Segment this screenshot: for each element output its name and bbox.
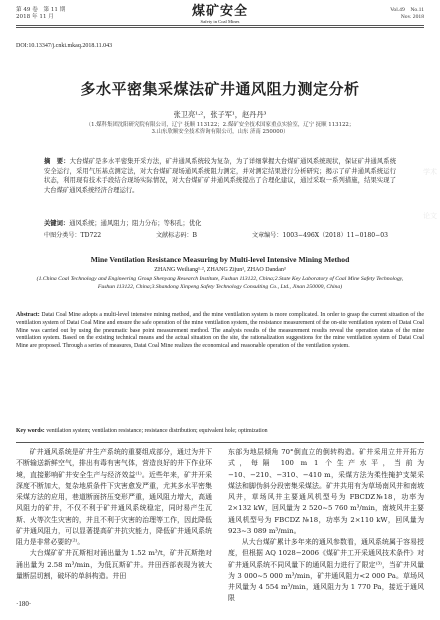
- affiliation-line: 3.山东欣顺安全技术咨询有限公司，山东 济南 250000）: [151, 129, 289, 136]
- header-rule-thin: [16, 27, 424, 28]
- body-paragraph: 东部为地层倾角 70°倒直立的倒转构造。矿井采用立井开拓方式，每隔 100 m 1 个生产水平，当前为−10、−210、−310、−410 m，采煤方法为柔性掩护支架采煤法和脚伪斜分段密集采煤法。矿井共用有为草场南风井和南坡风井，草场风井主要通风机型号为 FBCDZ№18，功率为 2×132 kW，回风量为 2 520~5 760 m³/min，南坡风井主要通风机型号为 FBCDZ №18，功率为 2×110 kW，回风量为 923~3 089 m³/min。: [228, 448, 424, 535]
- body-paragraph: 大台煤矿矿井瓦斯相对涌出量为 1.52 m³/t，矿井瓦斯绝对涌出量为 2.58 m³/min，为低瓦斯矿井。井田西部表现为被大量断层切割，破坏的单斜构造。井田: [16, 549, 212, 580]
- keywords-cn-text: 通风系统；通风阻力；阻力分布；等积孔；优化: [69, 220, 202, 227]
- keywords-cn: [44, 220, 396, 228]
- authors-cn: 张卫亮¹·²，张子军¹，赵丹丹³: [173, 110, 267, 119]
- english-affiliation: (1.China Coal Technology and Engineering Group Shenyang Research Institute, Fushun 113122, China;2.State Key Laboratory of Coal Mine Safety Technology, Fushun 113122, China;3.Shandong Xinpeng Safety Technology Consulting Co., Ltd., Jinan 250000, China): [36, 276, 404, 290]
- body-paragraph: 从大台煤矿累计多年来的通风参数看，通风系统属于容易授度，但根据 AQ 1028−2006《煤矿井工开采通风技术条件》对矿井通风系统不同风量下的通风阻力进行了限定⁽³⁾，当矿井风量为 3 000~5 000 m³/min，矿井通风阻力<2 000 Pa。草场风井风量为 4 554 m³/min，通风阻力为 1 770 Pa，接近于通风限: [228, 538, 424, 603]
- english-abstract: [16, 312, 424, 351]
- journal-logo: [178, 5, 262, 24]
- abstract-rule: [16, 442, 424, 443]
- english-authors: ZHANG Weiliang¹·², ZHANG Zijun¹, ZHAO Dandan³: [154, 267, 286, 273]
- affiliation-line: （1.煤科集团沈阳研究院有限公司，辽宁 抚顺 113122；2.煤矿安全技术国家重点实验室，辽宁 抚顺 113122；: [85, 122, 355, 128]
- journal-logo-cn: 煤矿安全: [191, 4, 248, 19]
- article-number: 文章编号：1003−496X（2018）11−0180−03: [252, 232, 388, 239]
- volume-issue-cn: 第 49 卷 第 11 期: [16, 7, 66, 13]
- date-cn: 2018 年 11 月: [16, 14, 54, 20]
- date-en: Nov. 2018: [400, 14, 424, 20]
- body-column-right: [228, 447, 424, 605]
- affiliations-cn: [36, 122, 404, 137]
- header-right: [390, 7, 424, 21]
- clc-number: 中图分类号：TD722: [44, 232, 102, 239]
- volume-issue-en: Vol.49 No.11: [390, 7, 424, 13]
- article-title: 多水平密集采煤法矿井通风阻力测定分析: [80, 80, 360, 98]
- header-left: [16, 7, 65, 21]
- english-keywords-label: Key words:: [16, 428, 45, 434]
- english-abstract-label: Abstract:: [16, 312, 40, 318]
- document-code: 文献标志码：B: [156, 232, 198, 239]
- body-column-left: [16, 447, 212, 582]
- journal-logo-en: Safety in Coal Mines: [200, 19, 240, 24]
- english-keywords: [16, 428, 424, 436]
- body-paragraph: 矿井通风系统是矿井生产系统的重要组成部分，通过为井下不断输送新鲜空气，排出有毒有害气体，营造良好的井下作业环境，直接影响矿井安全生产与经济效益⁽¹⁾。近些年来，矿井开采深度不断加大，复杂地质条件下灾害愈发严重，尤其多水平密集采煤方法的应用，巷道断面挤压变形严重，通风阻力增大，高通风阻力的矿井，不仅不利于矿井通风系统稳定，同时易产生瓦斯、火等次生灾害的，并且不利于灾害的治理等工作，因此降低矿井通风阻力，可以显著提高矿井抗灾能力，降低矿井通风系统阻力是非常必要的⁽²⁾。: [16, 448, 212, 546]
- abstract-cn-text: 大台煤矿是多水平密集开采方法，矿井通风系统较为复杂，为了详细掌握大台煤矿通风系统现状，保证矿井通风系统安全运行，采用气压基点测定法，对大台煤矿现场通风系统阻力测定，并对测定结果进行分析研究；揭示了矿井通风系统运行状态，利用现有技术手段结合现场实际情况，对大台煤矿矿井通风系统提出了合理化建议，通过采取一系列措施，结果实现了大台煤矿通风系统经济合理运行。: [44, 158, 397, 195]
- abstract-cn: [44, 157, 396, 196]
- abstract-cn-label: 摘 要：: [44, 158, 70, 165]
- english-title: Mine Ventilation Resistance Measuring by Multi-level Intensive Mining Method: [90, 255, 350, 264]
- side-watermark: 学术论文: [423, 168, 437, 220]
- english-keywords-text: ventilation system; ventilation resistance; resistance distribution; equivalent hole; optimization: [46, 428, 268, 434]
- doi: DOI:10.13347/j.cnki.mkaq.2018.11.043: [16, 43, 113, 49]
- header-rule: [16, 25, 424, 26]
- page-number: ·180·: [16, 600, 32, 608]
- keywords-cn-label: 关键词：: [44, 220, 70, 227]
- english-abstract-text: Datai Coal Mine adopts a multi-level intensive mining method, and the mine ventilation system is more complicated. In order to grasp the current situation of the ventilation system of Datai Coal Mine and ensure the safe operation of the mine ventilation system, the resistance measurement of the on-site ventilation system of Datai Coal Mine was carried out by using the pneumatic base point measurement method. The analysis results of the measurement results reveal the operation status of the mine ventilation system. Based on the existing technical means and the actual situation on the site, the rationalization suggestions for the mine ventilation system of Datai Coal Mine are proposed. Through a series of measures, Datai Coal Mine realizes the economical and reasonable operation of the ventilation system.: [16, 312, 424, 349]
